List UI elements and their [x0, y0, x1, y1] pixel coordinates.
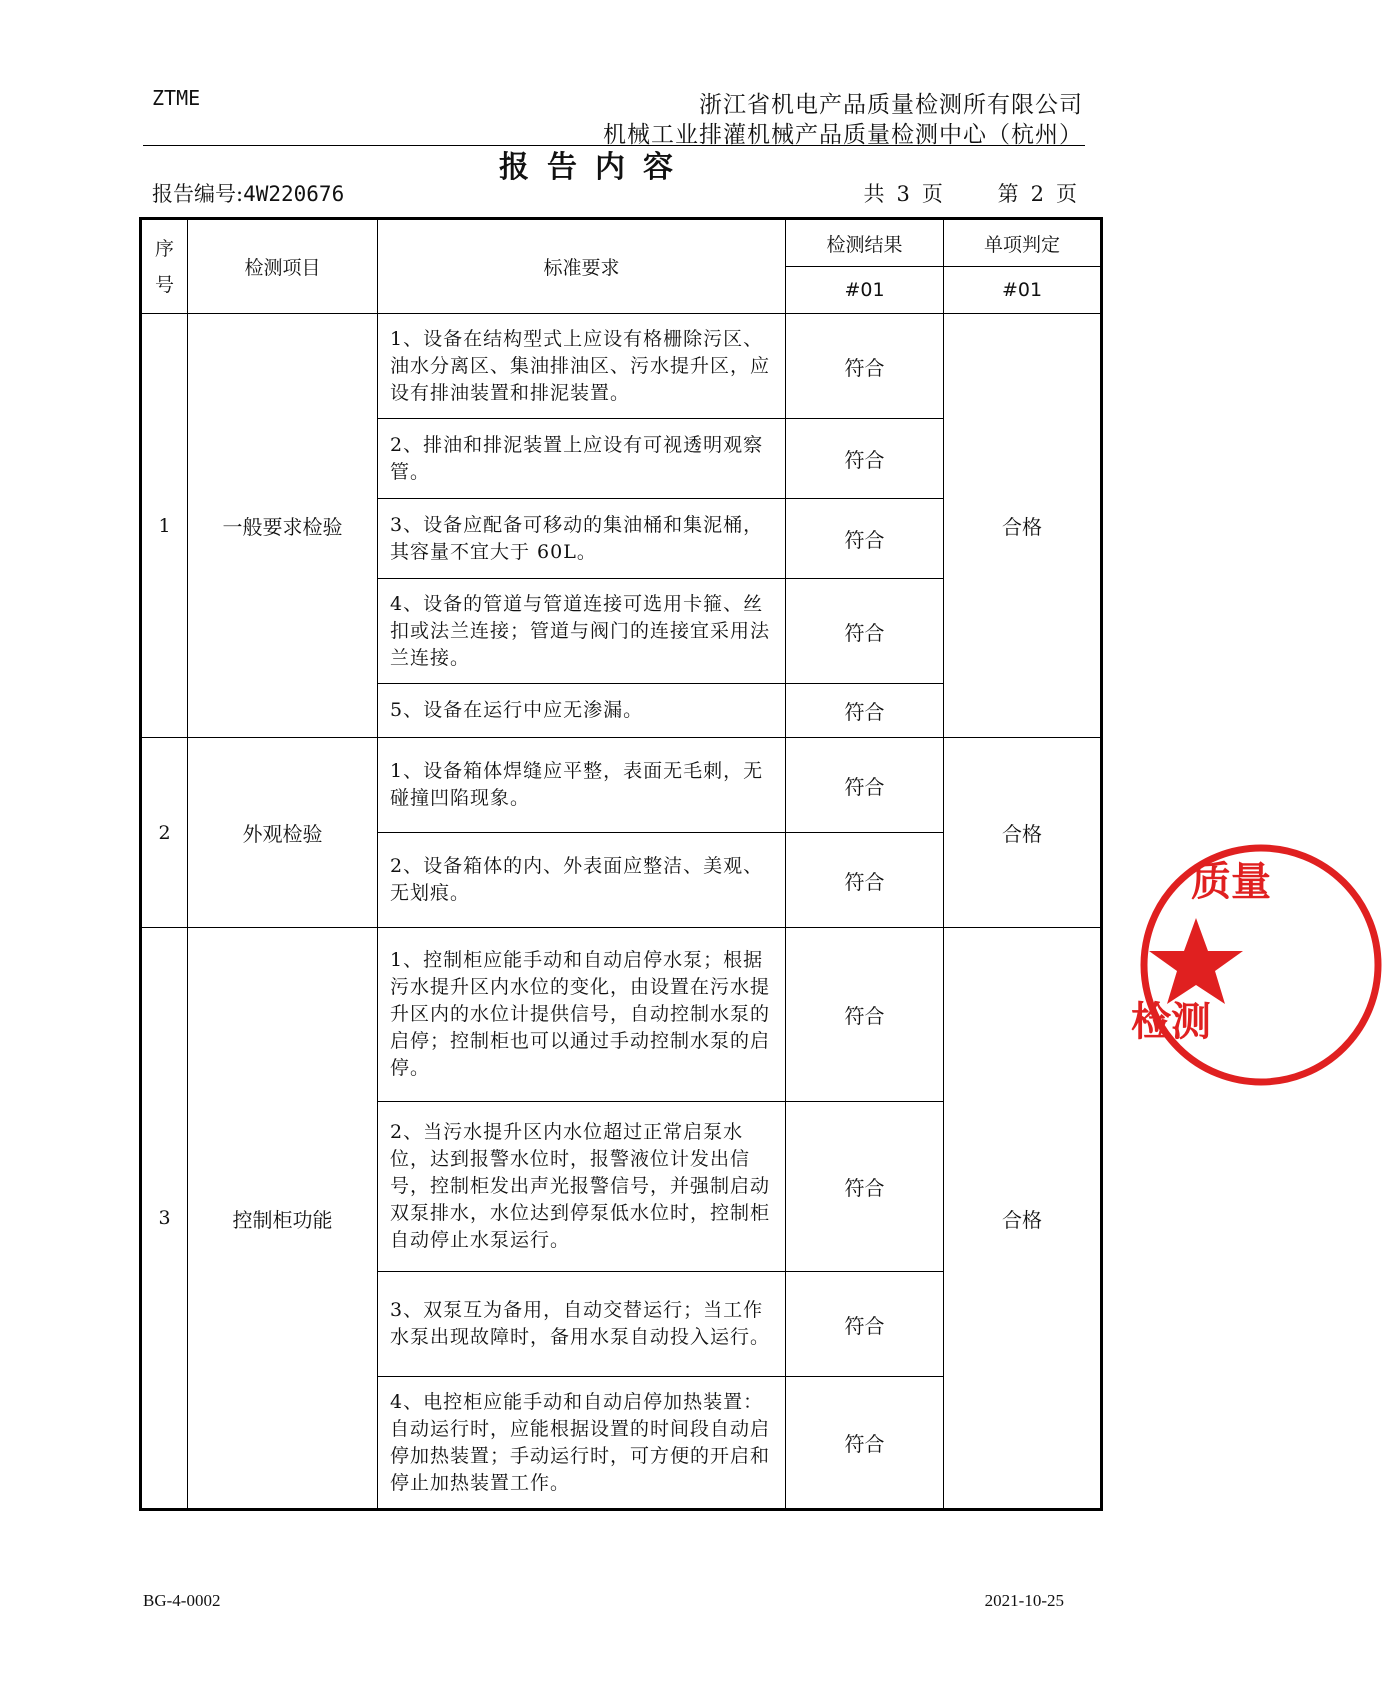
seq-cell: 3	[141, 928, 188, 1510]
result-cell: 符合	[786, 314, 944, 419]
total-unit: 页	[921, 182, 943, 206]
seal-star-icon	[1149, 918, 1243, 1004]
requirement-cell: 2、当污水提升区内水位超过正常启泵水位，达到报警水位时，报警液位计发出信号，控制柜发出声光报警信号，并强制启动双泵排水，水位达到停泵低水位时，控制柜自动停止水泵运行。	[378, 1102, 786, 1272]
header-result: 检测结果	[786, 219, 944, 267]
result-cell: 符合	[786, 579, 944, 684]
requirement-cell: 1、设备在结构型式上应设有格栅除污区、油水分离区、集油排油区、污水提升区，应设有排油装置和排泥装置。	[378, 314, 786, 419]
judgement-cell: 合格	[944, 314, 1102, 738]
header-requirement: 标准要求	[378, 219, 786, 314]
header-judgement: 单项判定	[944, 219, 1102, 267]
header-org-line1: 浙江省机电产品质量检测所有限公司	[699, 92, 1083, 118]
result-cell: 符合	[786, 419, 944, 499]
requirement-cell: 1、控制柜应能手动和自动启停水泵；根据污水提升区内水位的变化，由设置在污水提升区内的水位计提供信号，自动控制水泵的启停；控制柜也可以通过手动控制水泵的启停。	[378, 928, 786, 1102]
header-judgement-sample: #01	[944, 267, 1102, 314]
requirement-cell: 2、设备箱体的内、外表面应整洁、美观、无划痕。	[378, 833, 786, 928]
requirement-cell: 4、设备的管道与管道连接可选用卡箍、丝扣或法兰连接；管道与阀门的连接宜采用法兰连接。	[378, 579, 786, 684]
seq-cell: 2	[141, 738, 188, 928]
result-cell: 符合	[786, 499, 944, 579]
result-cell: 符合	[786, 928, 944, 1102]
report-table	[139, 217, 1103, 1511]
header-seq	[141, 219, 188, 314]
header-item: 检测项目	[188, 219, 378, 314]
table-row	[141, 314, 1102, 419]
total-pages: 3	[896, 182, 910, 206]
result-cell: 符合	[786, 1377, 944, 1510]
judgement-cell: 合格	[944, 928, 1102, 1510]
result-cell: 符合	[786, 1102, 944, 1272]
header-seq-line1: 序	[154, 237, 174, 260]
page-unit: 页	[1056, 182, 1077, 206]
seq-cell: 1	[141, 314, 188, 738]
header-org-line2: 机械工业排灌机械产品质量检测中心（杭州）	[603, 122, 1083, 148]
requirement-cell: 1、设备箱体焊缝应平整，表面无毛刺，无碰撞凹陷现象。	[378, 738, 786, 833]
official-seal	[1131, 840, 1386, 1090]
item-cell: 一般要求检验	[188, 314, 378, 738]
result-cell: 符合	[786, 684, 944, 738]
footer-form-code: BG-4-0002	[143, 1591, 221, 1610]
requirement-cell: 4、电控柜应能手动和自动启停加热装置：自动运行时，应能根据设置的时间段自动启停加热装置；手动运行时，可方便的开启和停止加热装置工作。	[378, 1377, 786, 1510]
judgement-cell: 合格	[944, 738, 1102, 928]
result-cell: 符合	[786, 1272, 944, 1377]
header-seq-line2: 号	[154, 273, 174, 296]
page-counter	[858, 178, 1083, 208]
header-result-sample: #01	[786, 267, 944, 314]
result-cell: 符合	[786, 738, 944, 833]
report-number	[152, 178, 344, 208]
seal-text-top: 质量	[1191, 859, 1271, 905]
page-title: 报告内容	[499, 150, 691, 185]
requirement-cell: 3、设备应配备可移动的集油桶和集泥桶，其容量不宜大于 60L。	[378, 499, 786, 579]
requirement-cell: 2、排油和排泥装置上应设有可视透明观察管。	[378, 419, 786, 499]
page-number: 2	[1030, 182, 1044, 206]
table-row	[141, 928, 1102, 1102]
item-cell: 控制柜功能	[188, 928, 378, 1510]
report-number-value: 4W220676	[243, 182, 345, 206]
table-row	[141, 738, 1102, 833]
requirement-cell: 5、设备在运行中应无渗漏。	[378, 684, 786, 738]
seal-text-bottom: 检测	[1131, 999, 1211, 1045]
page-label: 第	[997, 182, 1019, 206]
requirement-cell: 3、双泵互为备用，自动交替运行；当工作水泵出现故障时，备用水泵自动投入运行。	[378, 1272, 786, 1377]
result-cell: 符合	[786, 833, 944, 928]
header-code: ZTME	[152, 86, 201, 110]
total-label: 共	[863, 182, 885, 206]
report-number-label: 报告编号:	[152, 182, 244, 206]
footer-date: 2021-10-25	[984, 1591, 1064, 1610]
item-cell: 外观检验	[188, 738, 378, 928]
